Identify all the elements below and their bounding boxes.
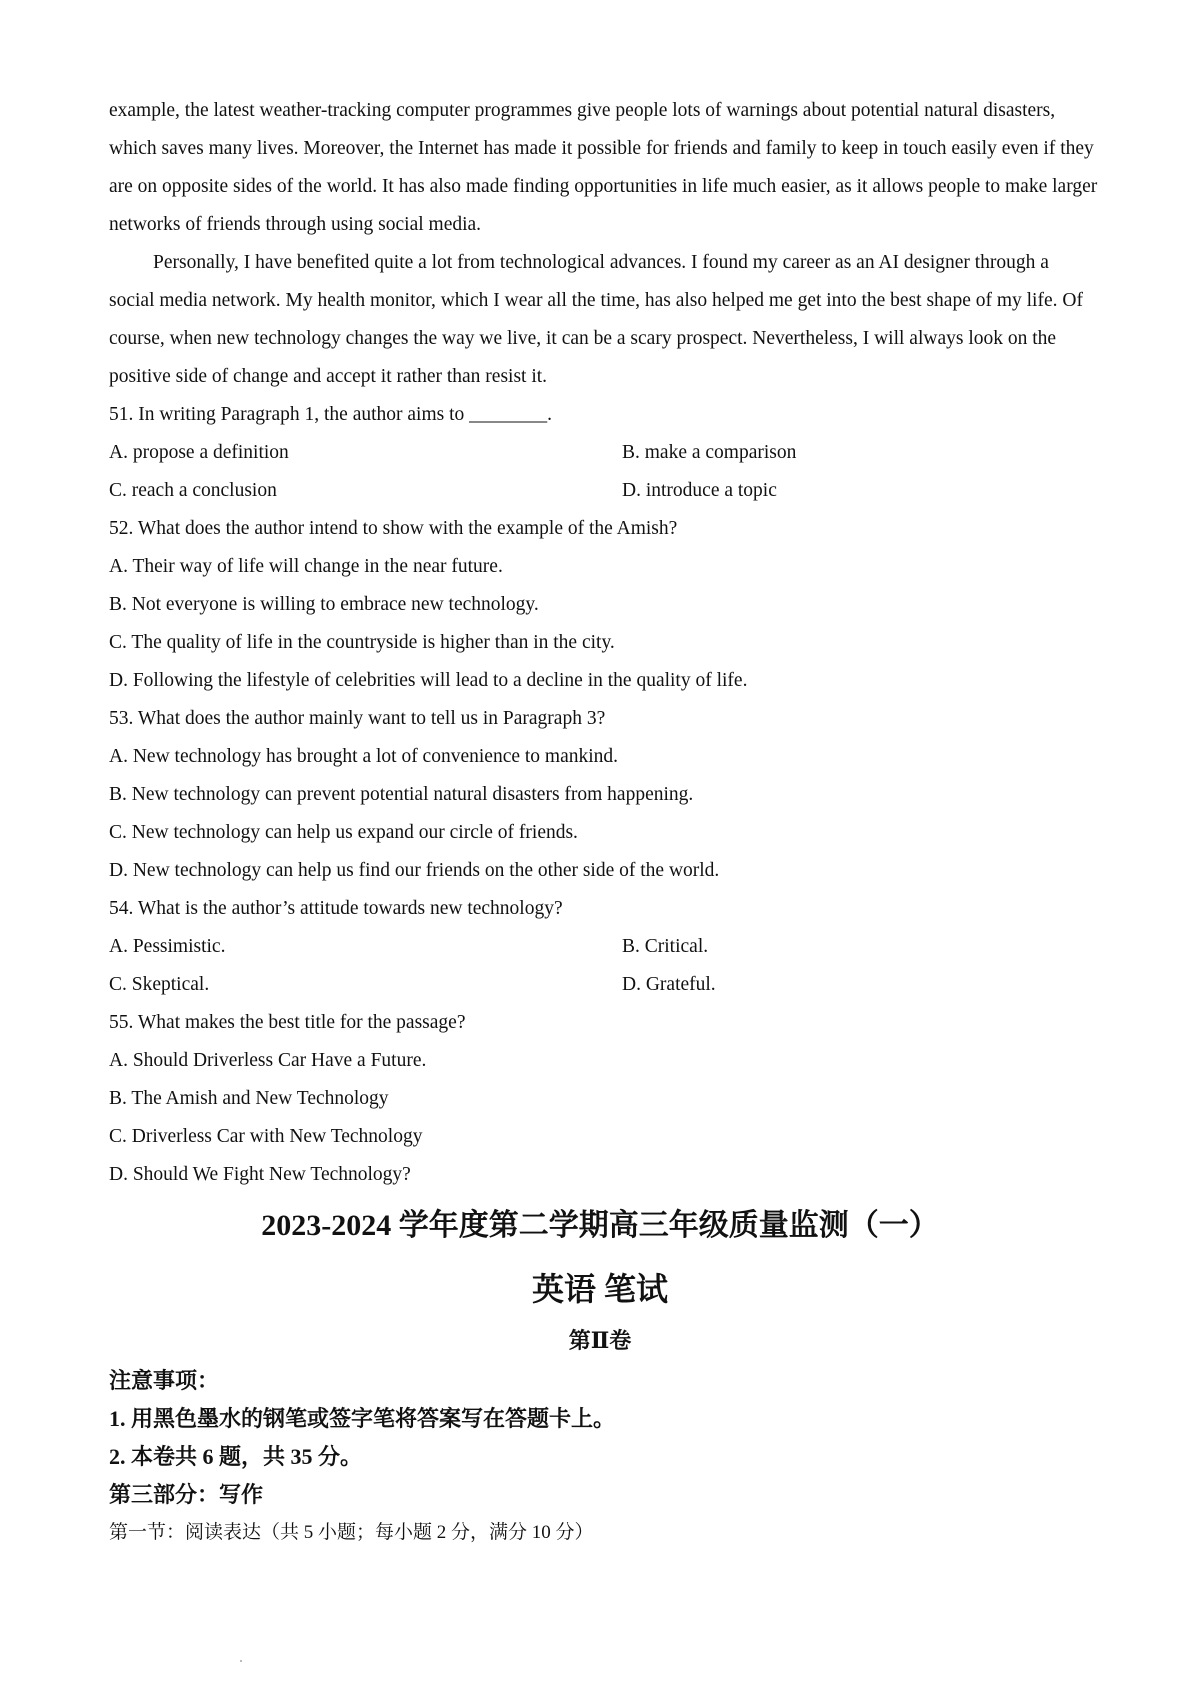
question-stem: 53. What does the author mainly want to tell us in Paragraph 3? xyxy=(109,708,606,729)
answer-option: A. New technology has brought a lot of convenience to mankind. xyxy=(109,746,619,767)
answer-option: A. Should Driverless Car Have a Future. xyxy=(109,1050,427,1071)
answer-option: A. propose a definition xyxy=(109,442,289,463)
answer-option: D. Should We Fight New Technology? xyxy=(109,1164,411,1185)
volume-label: 第Ⅱ卷 xyxy=(568,1328,632,1353)
question-stem: 54. What is the author’s attitude towards new technology? xyxy=(109,898,563,919)
answer-option: B. The Amish and New Technology xyxy=(109,1088,389,1109)
notice-item: 1. 用黑色墨水的钢笔或签字笔将答案写在答题卡上。 xyxy=(109,1406,616,1431)
answer-option: D. introduce a topic xyxy=(622,480,777,501)
question-stem: 52. What does the author intend to show with the example of the Amish? xyxy=(109,518,678,539)
section-heading: 第一节：阅读表达（共 5 小题；每小题 2 分，满分 10 分） xyxy=(109,1522,594,1543)
question-stem: 51. In writing Paragraph 1, the author aims to ________. xyxy=(109,404,553,425)
answer-option: C. Driverless Car with New Technology xyxy=(109,1126,423,1147)
answer-option: A. Their way of life will change in the near future. xyxy=(109,556,503,577)
answer-option: B. Not everyone is willing to embrace new technology. xyxy=(109,594,539,615)
answer-option: D. New technology can help us find our friends on the other side of the world. xyxy=(109,860,720,881)
subject-title: 英语 笔试 xyxy=(531,1271,668,1307)
passage-paragraph: example, the latest weather-tracking computer programmes give people lots of warnings about potential natural disasters, which saves many lives. Moreover, the Internet has made it possible for friends and family to keep in touch easily even if they are on opposite sides of the world. It has also made finding opportunities in life much easier, as it allows people to make larger networks of friends through using social media. xyxy=(109,100,1098,235)
answer-option: C. New technology can help us expand our circle of friends. xyxy=(109,822,578,843)
passage-paragraph: Personally, I have benefited quite a lot from technological advances. I found my career as an AI designer through a social media network. My health monitor, which I wear all the time, has also helped me get into the best shape of my life. Of course, when new technology changes the way we live, it can be a scary prospect. Nevertheless, I will always look on the positive side of change and accept it rather than resist it. xyxy=(109,252,1083,387)
answer-option: C. Skeptical. xyxy=(109,974,210,995)
notice-item: 2. 本卷共 6 题，共 35 分。 xyxy=(109,1444,363,1469)
answer-option: B. make a comparison xyxy=(622,442,797,463)
answer-option: C. reach a conclusion xyxy=(109,480,277,501)
answer-option: B. Critical. xyxy=(622,936,709,957)
speck-mark xyxy=(240,1660,242,1662)
answer-option: D. Following the lifestyle of celebrities will lead to a decline in the quality of life. xyxy=(109,670,748,691)
answer-option: C. The quality of life in the countryside is higher than in the city. xyxy=(109,632,615,653)
notice-heading: 注意事项： xyxy=(109,1368,220,1393)
answer-option: B. New technology can prevent potential natural disasters from happening. xyxy=(109,784,694,805)
answer-option: A. Pessimistic. xyxy=(109,936,226,957)
question-stem: 55. What makes the best title for the passage? xyxy=(109,1012,466,1033)
exam-title: 2023-2024 学年度第二学期高三年级质量监测（一） xyxy=(261,1209,939,1242)
answer-option: D. Grateful. xyxy=(622,974,716,995)
part-heading: 第三部分：写作 xyxy=(109,1482,264,1507)
